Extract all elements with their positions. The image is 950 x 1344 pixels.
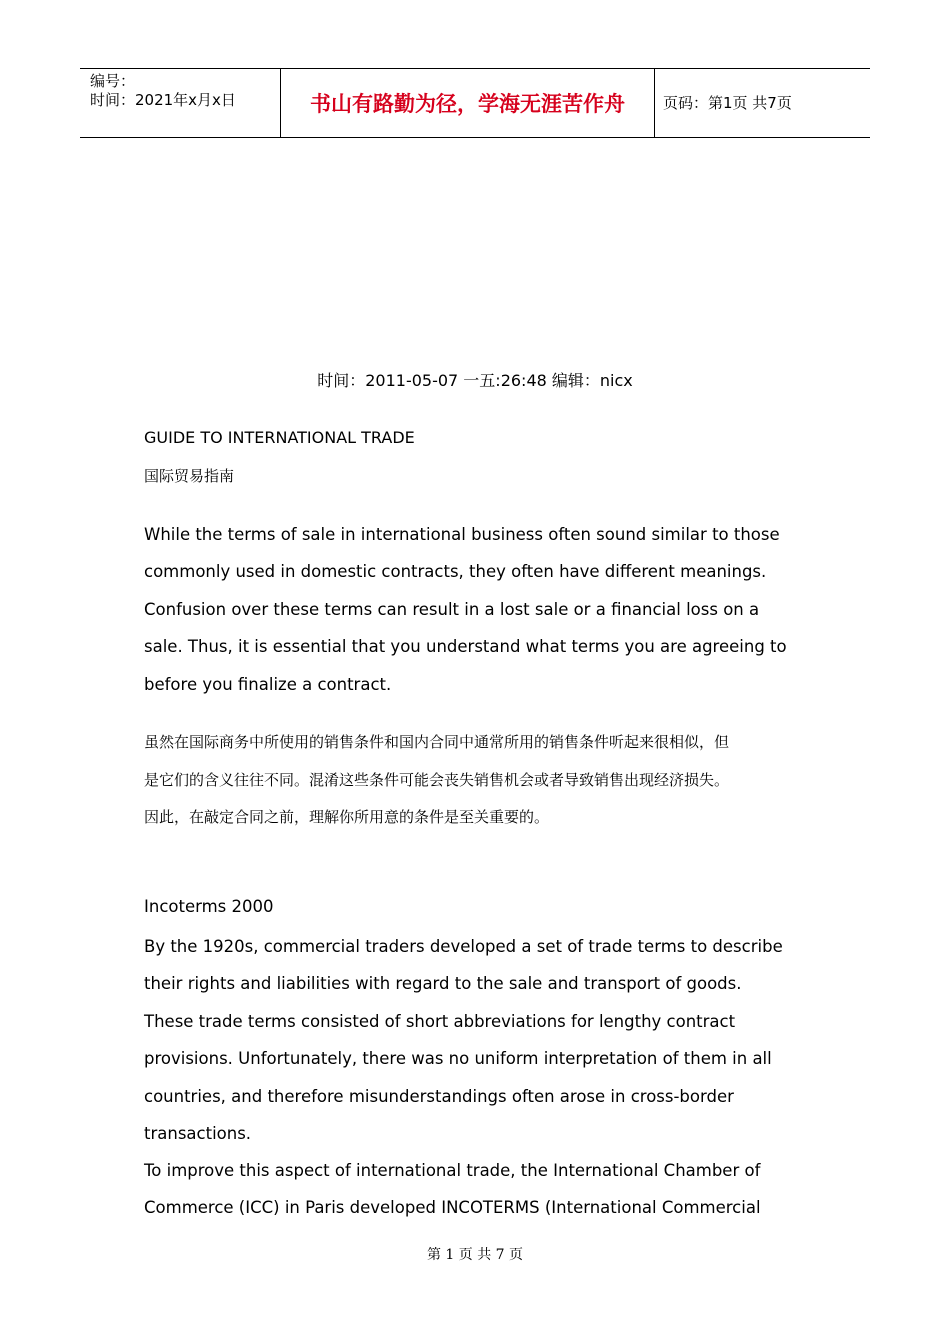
paragraph-line: 因此，在敲定合同之前，理解你所用意的条件是至关重要的。: [144, 808, 550, 826]
paragraph-line: 是它们的含义往往不同。混淆这些条件可能会丧失销售机会或者导致销售出现经济损失。: [144, 770, 730, 789]
paragraph-line: before you finalize a contract.: [144, 674, 392, 694]
paragraph-icc: [144, 1152, 814, 1227]
page-footer: 第 1 页 共 7 页: [426, 1247, 524, 1263]
paragraph-line: While the terms of sale in international business often sound similar to those: [144, 525, 780, 544]
header-motto-cell: [281, 69, 655, 137]
article-title: GUIDE TO INTERNATIONAL TRADE: [144, 428, 415, 447]
section-heading-incoterms: Incoterms 2000: [144, 897, 274, 916]
paragraph-intro-chinese: [144, 724, 814, 837]
header-motto: 书山有路勤为径，学海无涯苦作舟: [310, 91, 625, 116]
paragraph-intro: [144, 516, 814, 703]
paragraph-line: sale. Thus, it is essential that you understand what terms you are agreeing to: [144, 637, 787, 657]
paragraph-incoterms-history: [144, 928, 814, 1152]
article-title-chinese: 国际贸易指南: [144, 467, 235, 485]
paragraph-line: These trade terms consisted of short abbreviations for lengthy contract: [144, 1011, 736, 1031]
article-meta: 时间：2011-05-07 一五:26:48 编辑：nicx: [317, 371, 633, 390]
paragraph-line: countries, and therefore misunderstandings often arose in cross-border: [144, 1086, 734, 1106]
paragraph-line: To improve this aspect of international trade, the International Chamber of: [144, 1161, 761, 1180]
paragraph-line: 虽然在国际商务中所使用的销售条件和国内合同中通常所用的销售条件听起来很相似，但: [144, 733, 730, 751]
paragraph-line: provisions. Unfortunately, there was no uniform interpretation of them in all: [144, 1049, 772, 1069]
header-page-info: 页码：第1页 共7页: [663, 94, 792, 112]
paragraph-line: Confusion over these terms can result in a lost sale or a financial loss on a: [144, 599, 760, 619]
paragraph-line: their rights and liabilities with regard to the sale and transport of goods.: [144, 974, 742, 994]
document-header: [80, 68, 870, 138]
document-number-label: 编号：: [90, 72, 136, 90]
header-info-cell: [80, 69, 281, 137]
document-time-label: 时间：2021年x月x日: [90, 91, 236, 109]
paragraph-line: commonly used in domestic contracts, they often have different meanings.: [144, 562, 767, 582]
paragraph-line: By the 1920s, commercial traders developed a set of trade terms to describe: [144, 937, 783, 956]
paragraph-line: transactions.: [144, 1124, 252, 1144]
header-page-cell: [655, 69, 870, 137]
paragraph-line: Commerce (ICC) in Paris developed INCOTERMS (International Commercial: [144, 1198, 761, 1218]
